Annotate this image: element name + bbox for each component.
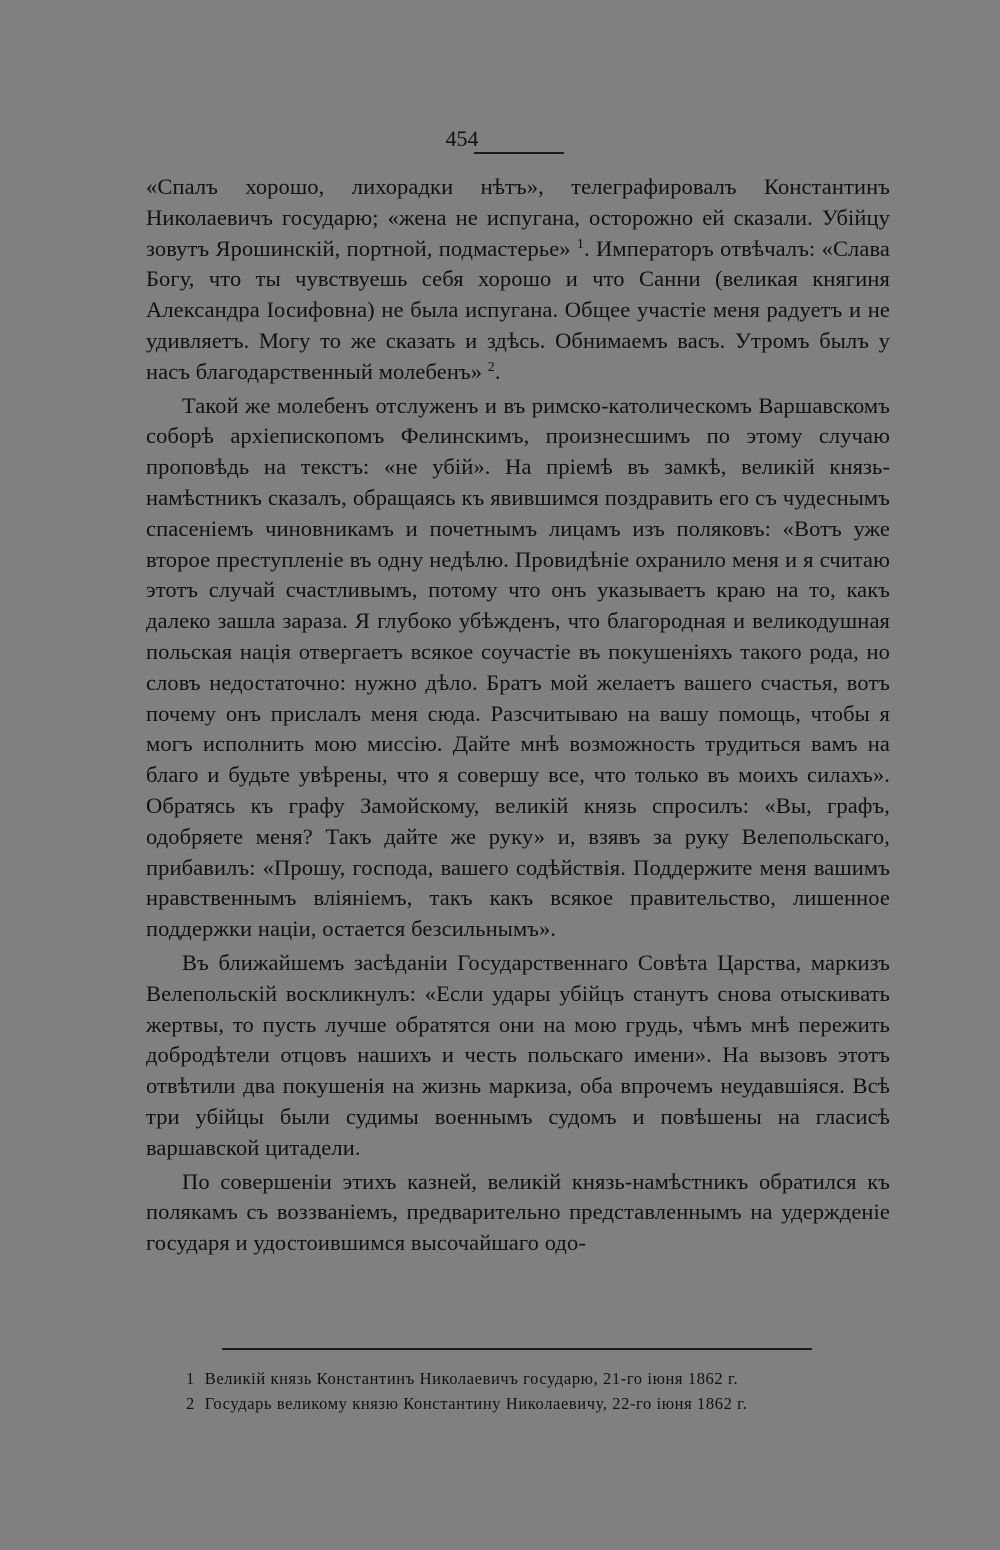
footnote-ref[interactable]: 1 [576,236,585,252]
footnote [186,1366,886,1391]
book-page [146,0,890,1550]
paragraph-text: . [494,358,501,384]
footnote-mark: 1 [186,1369,195,1388]
page-number-underline [474,152,564,154]
main-text [146,172,890,1259]
footnote-text: Государь великому князю Константину Николаевичу, 22-го іюня 1862 г. [204,1394,748,1413]
footnote-text: Великій князь Константинъ Николаевичъ государю, 21-го іюня 1862 г. [204,1369,739,1388]
paragraph-text: . Императоръ отвѣчалъ: «Слава Богу, что ты чувствуешь себя хорошо и что Санни (великая княгиня Александра Іосифовна) не была испугана. Общее участіе меня радуетъ и не удивляетъ. Могу то же сказать и здѣсь. Обнимаемъ васъ. Утромъ былъ у насъ благодарственный молебенъ» [146,235,890,384]
paragraph: Такой же молебенъ отслуженъ и въ римско-католическомъ Варшавскомъ соборѣ архіепископомъ Фелинскимъ, произнесшимъ по этому случаю проповѣдь на текстъ: «не убій». На пріемѣ въ замкѣ, великій князь-намѣстникъ сказалъ, обращаясь къ явившимся поздравить его съ чудеснымъ спасеніемъ чиновникамъ и почетнымъ лицамъ изъ поляковъ: «Вотъ уже второе преступленіе въ одну недѣлю. Провидѣніе охранило меня и я считаю этотъ случай счастливымъ, потому что онъ указываетъ краю на то, какъ далеко зашла зараза. Я глубоко убѣжденъ, что благородная и великодушная польская нація отвергаетъ всякое соучастіе въ покушеніяхъ такого рода, но словъ недостаточно: нужно дѣло. Братъ мой желаетъ вашего счастья, вотъ почему онъ прислалъ меня сюда. Разсчитываю на вашу помощь, чтобы я могъ исполнить мою миссію. Дайте мнѣ возможность трудиться вамъ на благо и будьте увѣрены, что я совершу все, что только въ моихъ силахъ». Обратясь къ графу Замойскому, великій князь спросилъ: «Вы, графъ, одобряете меня? Такъ дайте же руку» и, взявъ за руку Велепольскаго, прибавилъ: «Прошу, господа, вашего содѣйствія. Поддержите меня вашимъ нравственнымъ вліяніемъ, такъ какъ всякое правительство, лишенное поддержки націи, остается безсильнымъ». [146,392,890,942]
footnotes [186,1366,886,1416]
footnote [186,1391,886,1416]
page-number: 454 [445,126,479,151]
page-header [146,126,890,154]
paragraph: По совершеніи этихъ казней, великій князь-намѣстникъ обратился къ полякамъ съ воззваніемъ, предварительно представленнымъ на удержденіе государя и удостоившимся высочайшаго одо- [146,1168,890,1256]
footnote-ref[interactable]: 2 [487,359,495,375]
paragraph-text: «Спалъ хорошо, лихорадки нѣтъ», телеграфировалъ Константинъ Николаевичъ государю; «жена не испугана, осторожно ей сказали. Убійцу зовутъ Ярошинскій, портной, подмастерье» [146,174,890,261]
paragraph: Въ ближайшемъ засѣданіи Государственнаго Совѣта Царства, маркизъ Велепольскій воскликнулъ: «Если удары убійцъ станутъ снова отыскивать жертвы, то пусть лучше обратятся они на мою грудь, чѣмъ мнѣ пережить добродѣтели отцовъ нашихъ и честь польскаго имени». На вызовъ этотъ отвѣтили два покушенія на жизнь маркиза, оба впрочемъ неудавшіяся. Всѣ три убійцы были судимы военнымъ судомъ и повѣшены на гласисѣ варшавской цитадели. [146,949,890,1160]
paragraph [146,172,890,388]
footnote-divider [222,1348,812,1350]
footnote-mark: 2 [186,1394,195,1413]
